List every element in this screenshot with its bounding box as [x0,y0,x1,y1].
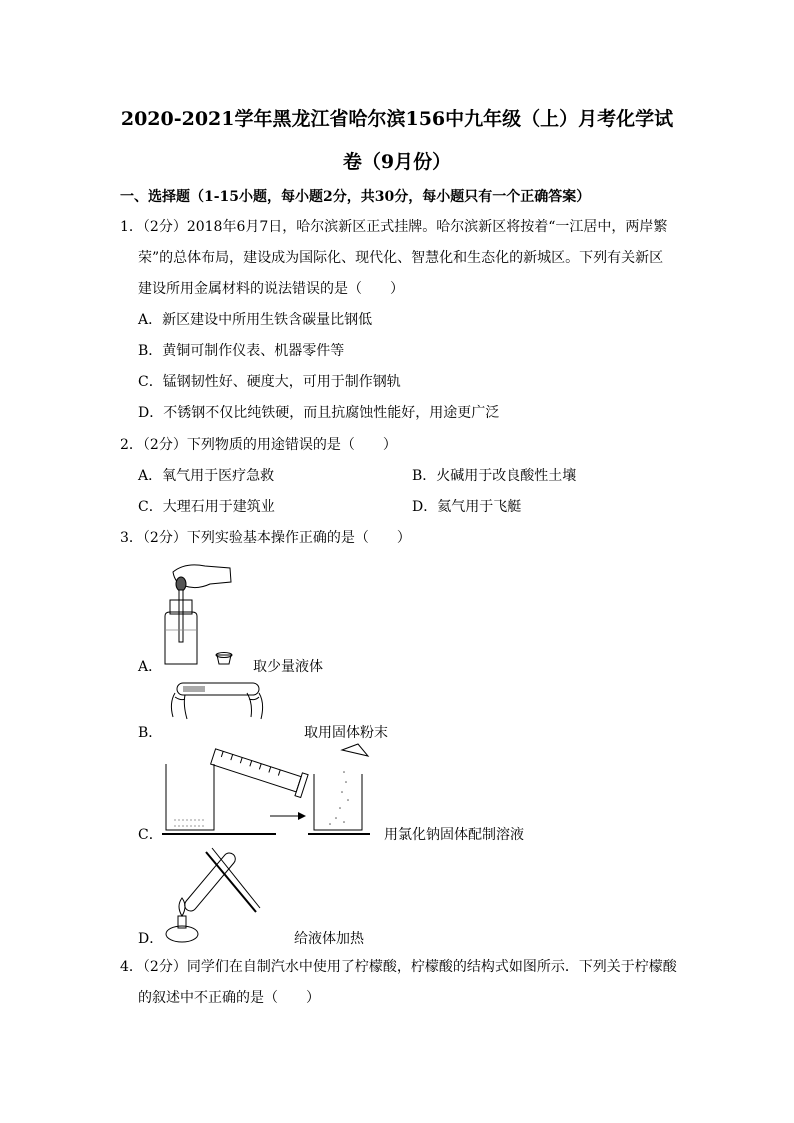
q3-option-a-letter: A． [138,659,163,675]
q2-option-c: C．大理石用于建筑业 [138,499,275,515]
q3-option-d-letter: D． [138,931,164,947]
q1-option-d: D．不锈钢不仅比纯铁硬，而且抗腐蚀性能好，用途更广泛 [138,405,500,421]
q1-stem-line3: 建设所用金属材料的说法错误的是（ ） [138,281,404,297]
q1-option-b: B．黄铜可制作仪表、机器零件等 [138,343,345,359]
q1-stem-line2: 荣”的总体布局，建设成为国际化、现代化、智慧化和生态化的新城区。下列有关新区 [138,250,664,266]
section-heading: 一、选择题（1-15小题，每小题2分，共30分，每小题只有一个正确答案） [120,189,591,205]
q3-option-d-caption: 给液体加热 [294,931,364,947]
q4-stem-line2: 的叙述中不正确的是（ ） [138,990,320,1006]
q3-option-b-letter: B． [138,725,163,741]
q3-option-a-caption: 取少量液体 [253,659,323,675]
q1-stem-line1: 1．（2分）2018年6月7日，哈尔滨新区正式挂牌。哈尔滨新区将按着“一江居中，两岸繁 [120,219,668,235]
exam-title-line2: 卷（9月份） [342,151,452,173]
q3-figure-a [155,560,245,670]
q3-figure-d [160,842,265,947]
q1-option-c: C．锰钢韧性好、硬度大，可用于制作钢轨 [138,374,401,390]
q3-option-c-caption: 用氯化钠固体配制溶液 [384,827,524,843]
q2-stem: 2．（2分）下列物质的用途错误的是（ ） [120,437,397,453]
q2-option-a: A．氧气用于医疗急救 [138,468,275,484]
q2-option-d: D．氦气用于飞艇 [412,499,522,515]
q3-stem: 3．（2分）下列实验基本操作正确的是（ ） [120,530,411,546]
q3-figure-b [165,675,270,725]
q4-stem-line1: 4．（2分）同学们在自制汽水中使用了柠檬酸，柠檬酸的结构式如图所示．下列关于柠檬酸 [120,959,677,975]
q3-option-b-caption: 取用固体粉末 [304,725,388,741]
exam-title-line1: 2020-2021学年黑龙江省哈尔滨156中九年级（上）月考化学试 [120,108,674,130]
q3-figure-c [158,742,386,842]
q3-option-c-letter: C． [138,827,163,843]
q2-option-b: B．火碱用于改良酸性土壤 [412,468,577,484]
q1-option-a: A．新区建设中所用生铁含碳量比钢低 [138,312,373,328]
